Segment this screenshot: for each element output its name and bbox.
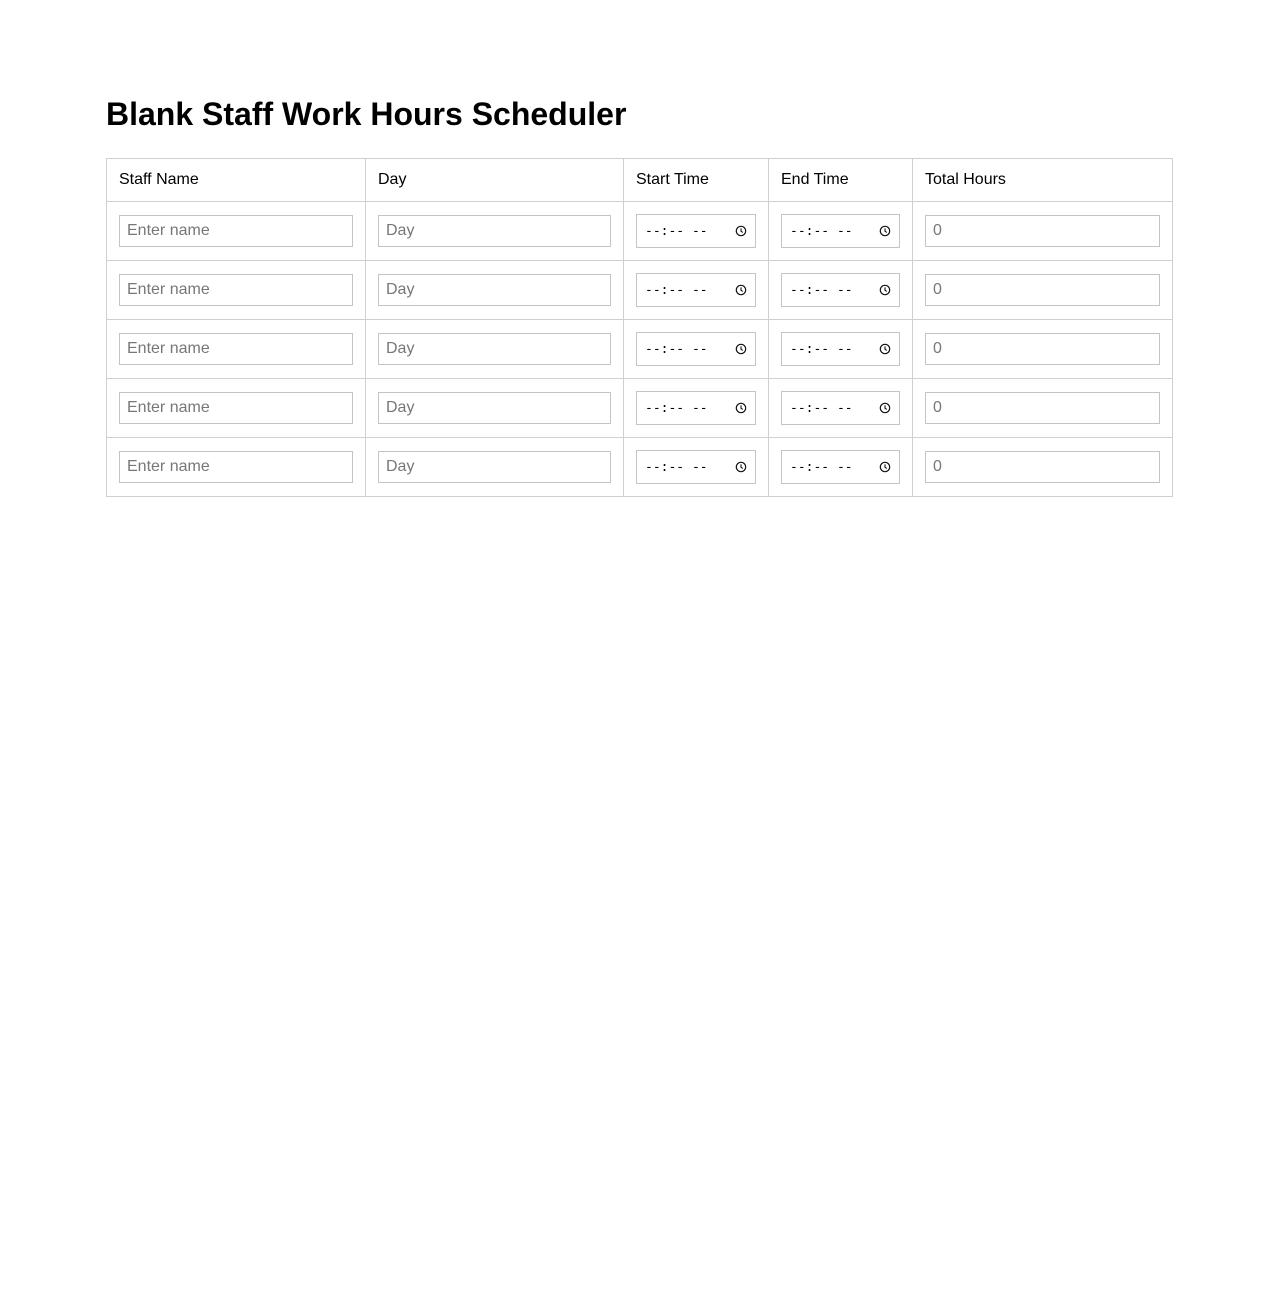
table-row xyxy=(107,379,1173,438)
clock-icon[interactable] xyxy=(735,402,747,414)
clock-icon[interactable] xyxy=(879,343,891,355)
clock-icon[interactable] xyxy=(879,225,891,237)
cell-total-hours xyxy=(913,202,1173,261)
header-end-time: End Time xyxy=(769,159,913,202)
table-body xyxy=(107,202,1173,497)
table-row xyxy=(107,438,1173,497)
cell-total-hours xyxy=(913,379,1173,438)
cell-end-time xyxy=(769,379,913,438)
cell-day xyxy=(366,261,624,320)
end-time-value: --:-- -- xyxy=(790,223,853,239)
cell-day xyxy=(366,379,624,438)
cell-start-time xyxy=(624,261,769,320)
cell-total-hours xyxy=(913,320,1173,379)
start-time-value: --:-- -- xyxy=(645,341,708,357)
clock-icon[interactable] xyxy=(735,225,747,237)
day-input[interactable] xyxy=(378,274,611,306)
cell-staff-name xyxy=(107,379,366,438)
cell-start-time xyxy=(624,379,769,438)
header-staff-name: Staff Name xyxy=(107,159,366,202)
start-time-value: --:-- -- xyxy=(645,459,708,475)
start-time-value: --:-- -- xyxy=(645,223,708,239)
table-header xyxy=(107,159,1173,202)
end-time-input[interactable] xyxy=(781,450,900,484)
end-time-value: --:-- -- xyxy=(790,459,853,475)
clock-icon[interactable] xyxy=(735,461,747,473)
cell-staff-name xyxy=(107,320,366,379)
total-hours-input[interactable] xyxy=(925,451,1160,483)
cell-end-time xyxy=(769,202,913,261)
header-start-time: Start Time xyxy=(624,159,769,202)
clock-icon[interactable] xyxy=(879,284,891,296)
end-time-input[interactable] xyxy=(781,391,900,425)
staff-name-input[interactable] xyxy=(119,451,353,483)
cell-day xyxy=(366,320,624,379)
cell-end-time xyxy=(769,261,913,320)
start-time-input[interactable] xyxy=(636,273,756,307)
total-hours-input[interactable] xyxy=(925,215,1160,247)
clock-icon[interactable] xyxy=(735,284,747,296)
cell-total-hours xyxy=(913,438,1173,497)
day-input[interactable] xyxy=(378,392,611,424)
cell-staff-name xyxy=(107,438,366,497)
day-input[interactable] xyxy=(378,215,611,247)
end-time-value: --:-- -- xyxy=(790,282,853,298)
clock-icon[interactable] xyxy=(879,402,891,414)
schedule-table xyxy=(106,158,1173,497)
cell-staff-name xyxy=(107,202,366,261)
cell-start-time xyxy=(624,202,769,261)
total-hours-input[interactable] xyxy=(925,333,1160,365)
start-time-value: --:-- -- xyxy=(645,282,708,298)
clock-icon[interactable] xyxy=(735,343,747,355)
staff-name-input[interactable] xyxy=(119,392,353,424)
table-row xyxy=(107,320,1173,379)
start-time-input[interactable] xyxy=(636,450,756,484)
total-hours-input[interactable] xyxy=(925,392,1160,424)
end-time-value: --:-- -- xyxy=(790,400,853,416)
page xyxy=(106,92,1172,475)
end-time-input[interactable] xyxy=(781,273,900,307)
end-time-input[interactable] xyxy=(781,332,900,366)
staff-name-input[interactable] xyxy=(119,274,353,306)
start-time-input[interactable] xyxy=(636,391,756,425)
staff-name-input[interactable] xyxy=(119,333,353,365)
start-time-value: --:-- -- xyxy=(645,400,708,416)
clock-icon[interactable] xyxy=(879,461,891,473)
cell-total-hours xyxy=(913,261,1173,320)
cell-day xyxy=(366,438,624,497)
day-input[interactable] xyxy=(378,451,611,483)
day-input[interactable] xyxy=(378,333,611,365)
end-time-value: --:-- -- xyxy=(790,341,853,357)
cell-end-time xyxy=(769,320,913,379)
cell-staff-name xyxy=(107,261,366,320)
staff-name-input[interactable] xyxy=(119,215,353,247)
header-row xyxy=(107,159,1173,202)
cell-end-time xyxy=(769,438,913,497)
total-hours-input[interactable] xyxy=(925,274,1160,306)
cell-day xyxy=(366,202,624,261)
start-time-input[interactable] xyxy=(636,332,756,366)
header-total-hours: Total Hours xyxy=(913,159,1173,202)
start-time-input[interactable] xyxy=(636,214,756,248)
header-day: Day xyxy=(366,159,624,202)
table-row xyxy=(107,261,1173,320)
cell-start-time xyxy=(624,438,769,497)
end-time-input[interactable] xyxy=(781,214,900,248)
page-title: Blank Staff Work Hours Scheduler xyxy=(106,96,627,132)
cell-start-time xyxy=(624,320,769,379)
table-row xyxy=(107,202,1173,261)
